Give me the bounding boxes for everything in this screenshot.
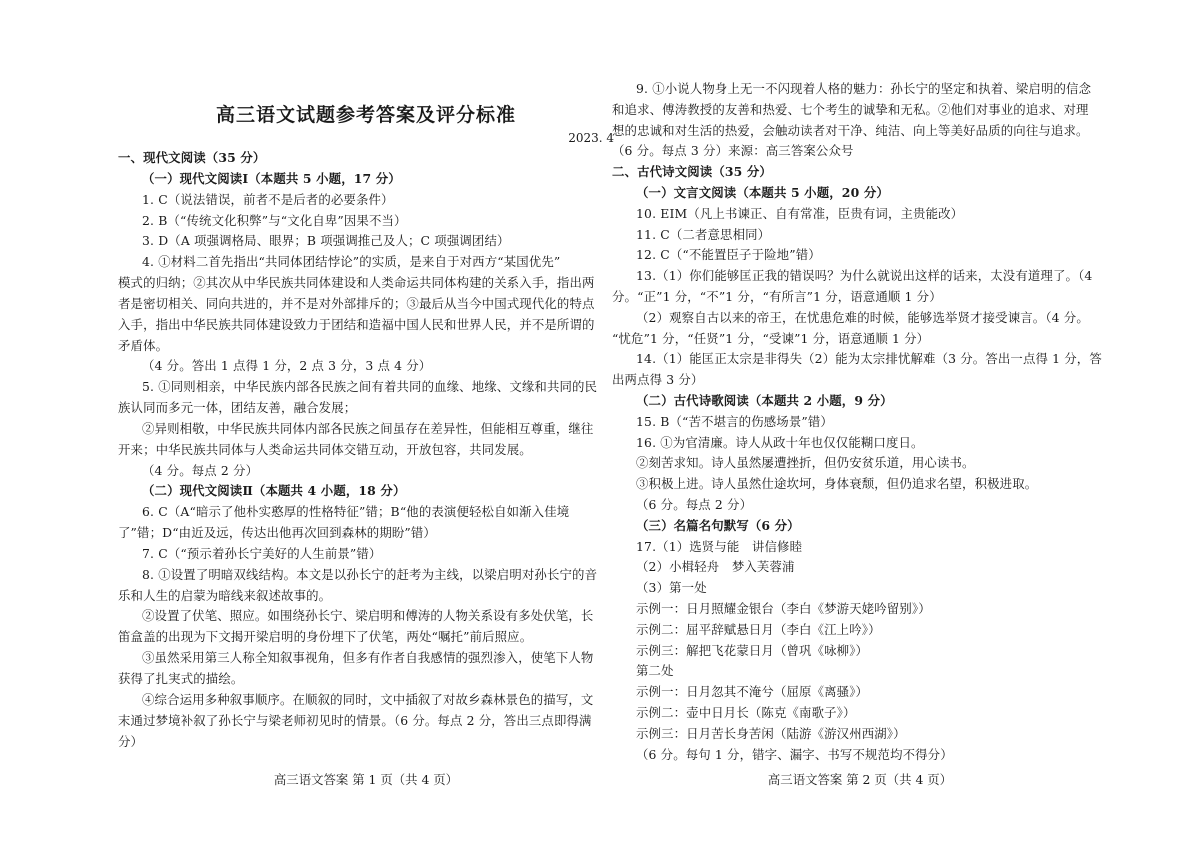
text-line: ②异则相敬，中华民族共同体内部各民族之间虽存在差异性，但能相互尊重，继往 xyxy=(142,420,594,436)
page-title: 高三语文试题参考答案及评分标准 xyxy=(215,104,516,126)
section-heading: （一）文言文阅读（本题共 5 小题，20 分） xyxy=(636,185,889,200)
text-line: ④综合运用多种叙事顺序。在顺叙的同时，文中插叙了对故乡森林景色的描写，文 xyxy=(142,691,594,707)
text-line: （6 分。每点 2 分） xyxy=(636,497,753,512)
text-line: 17.（1）选贤与能 讲信修睦 xyxy=(636,538,803,554)
section-heading: （二）现代文阅读Ⅱ（本题共 4 小题，18 分） xyxy=(142,483,406,499)
text-line: ②刻苦求知。诗人虽然屡遭挫折，但仍安贫乐道，用心读书。 xyxy=(636,455,975,471)
page-1-footer: 高三语文答案 第 1 页（共 4 页） xyxy=(273,772,459,787)
text-line: （6 分。每句 1 分，错字、漏字、书写不规范均不得分） xyxy=(636,746,953,762)
text-line: （4 分。答出 1 点得 1 分，2 点 3 分，3 点 4 分） xyxy=(142,358,432,374)
text-line: （3）第一处 xyxy=(636,580,707,596)
text-line: 15. B（“苦不堪言的伤感场景”错） xyxy=(636,413,833,429)
page-2-footer: 高三语文答案 第 2 页（共 4 页） xyxy=(767,772,953,787)
text-line: 2. B（“传统文化积弊”与“文化自卑”因果不当） xyxy=(142,212,407,228)
text-line: 16. ①为官清廉。诗人从政十年也仅仅能糊口度日。 xyxy=(636,434,924,450)
text-line: 分） xyxy=(118,733,144,749)
text-line: （4 分。每点 2 分） xyxy=(142,462,259,478)
text-line: 5. ①同则相亲，中华民族内部各民族之间有着共同的血缘、地缘、文缘和共同的民 xyxy=(142,379,598,395)
text-line: 笛盒盖的出现为下文揭开梁启明的身份埋下了伏笔，两处“嘱托”前后照应。 xyxy=(118,629,533,645)
text-line: （2）小楫轻舟 梦入芙蓉浦 xyxy=(636,559,795,575)
text-line: 4. ①材料二首先指出“共同体团结悖论”的实质，是来自于对西方“某国优先” xyxy=(142,254,561,270)
section-heading: （一）现代文阅读Ⅰ（本题共 5 小题，17 分） xyxy=(142,170,401,186)
text-line: 想的忠诚和对生活的热爱，会触动读者对干净、纯洁、向上等美好品质的向往与追求。 xyxy=(612,122,1089,138)
text-line: 13.（1）你们能够匡正我的错误吗？为什么就说出这样的话来，太没有道理了。（4 xyxy=(636,268,1093,284)
text-line: 了”错；D“由近及远，传达出他再次回到森林的期盼”错） xyxy=(118,525,436,541)
section-heading: 二、古代诗文阅读（35 分） xyxy=(612,164,772,180)
text-line: 示例二：屈平辞赋悬日月（李白《江上吟》） xyxy=(636,621,881,637)
text-line: 末通过梦境补叙了孙长宁与梁老师初见时的情景。（6 分。每点 2 分，答出三点即得满 xyxy=(118,712,592,728)
text-line: 和追求、傅涛教授的友善和热爱、七个考生的诚挚和无私。②他们对事业的追求、对理 xyxy=(612,101,1089,117)
text-line: （6 分。每点 3 分）来源：高三答案公众号 xyxy=(612,143,854,159)
text-line: 乐和人生的启蒙为暗线来叙述故事的。 xyxy=(118,587,332,603)
date-label: 2023. 4 xyxy=(568,131,614,145)
text-line: 示例一：日月照耀金银台（李白《梦游天姥吟留别》） xyxy=(636,601,931,616)
text-line: ②设置了伏笔、照应。如围绕孙长宁、梁启明和傅涛的人物关系设有多处伏笔，长 xyxy=(142,608,594,624)
section-heading: 一、现代文阅读（35 分） xyxy=(118,150,266,165)
text-line: ③积极上进。诗人虽然仕途坎坷，身体衰颓，但仍追求名望，积极进取。 xyxy=(636,476,1038,492)
text-line: 开来；中华民族共同体与人类命运共同体交错互动，开放包容，共同发展。 xyxy=(118,441,532,457)
text-line: 第二处 xyxy=(636,663,674,679)
text-line: 分。“正”1 分，“不”1 分，“有所言”1 分，语意通顺 1 分） xyxy=(612,289,942,304)
text-line: 矛盾体。 xyxy=(118,337,169,353)
text-line: ③虽然采用第三人称全知叙事视角，但多有作者自我感情的强烈渗入，使笔下人物 xyxy=(142,650,594,666)
text-line: 族认同而多元一体，团结友善，融合发展； xyxy=(118,400,357,416)
text-line: 获得了扎実式的描绘。 xyxy=(118,671,244,686)
text-line: 示例二：壶中日月长（陈克《南歌子》） xyxy=(636,705,856,720)
text-line: 6. C（A“暗示了他朴实憨厚的性格特征”错；B“他的表演便轻松自如渐入佳境 xyxy=(142,504,570,520)
text-line: “忧危”1 分，“任贤”1 分，“受谏”1 分，语意通顺 1 分） xyxy=(612,330,930,346)
text-line: 1. C（说法错误，前者不是后者的必要条件） xyxy=(142,191,394,207)
text-line: 10. EIM（凡上书谏正、自有常准，臣贵有词，主贵能改） xyxy=(636,205,964,221)
text-line: 示例三：解把飞花蒙日月（曾巩《咏柳》） xyxy=(636,642,869,658)
text-line: 示例三：日月苦长身苦闲（陆游《游汉州西湖》） xyxy=(636,725,906,741)
text-line: 者是密切相关、同向共进的，并不是对外部排斥的；③最后从当今中国式现代化的特点 xyxy=(118,295,595,311)
text-line: 8. ①设置了明暗双线结构。本文是以孙长宁的赶考为主线，以梁启明对孙长宁的音 xyxy=(142,566,598,582)
text-line: 示例一：日月忽其不淹兮（屈原《离骚》） xyxy=(636,684,869,700)
text-line: 11. C（二者意思相同） xyxy=(636,226,771,242)
text-line: 模式的归纳；②其次从中华民族共同体建设和人类命运共同体构建的关系入手，指出两 xyxy=(118,275,595,291)
text-line: 入手，指出中华民族共同体建设致力于团结和造福中国人民和世界人民，并不是所谓的 xyxy=(118,316,595,332)
text-line: 7. C（“预示着孙长宁美好的人生前景”错） xyxy=(142,545,382,561)
text-line: 14.（1）能匡正太宗是非得失（2）能为太宗排忧解难（3 分。答出一点得 1 分，答 xyxy=(636,351,1102,367)
text-line: 出两点得 3 分） xyxy=(612,372,704,388)
text-line: 12. C（“不能置臣子于险地”错） xyxy=(636,247,821,263)
text-line: 3. D（A 项强调格局、眼界；B 项强调推己及人；C 项强调团结） xyxy=(142,233,510,249)
text-line: （2）观察自古以来的帝王，在忧患危难的时候，能够选举贤才接受谏言。（4 分。 xyxy=(636,309,1089,325)
text-line: 9. ①小说人物身上无一不闪现着人格的魅力：孙长宁的坚定和执着、梁启明的信念 xyxy=(636,81,1092,96)
section-heading: （二）古代诗歌阅读（本题共 2 小题，9 分） xyxy=(636,393,893,408)
section-heading: （三）名篇名句默写（6 分） xyxy=(636,517,800,533)
